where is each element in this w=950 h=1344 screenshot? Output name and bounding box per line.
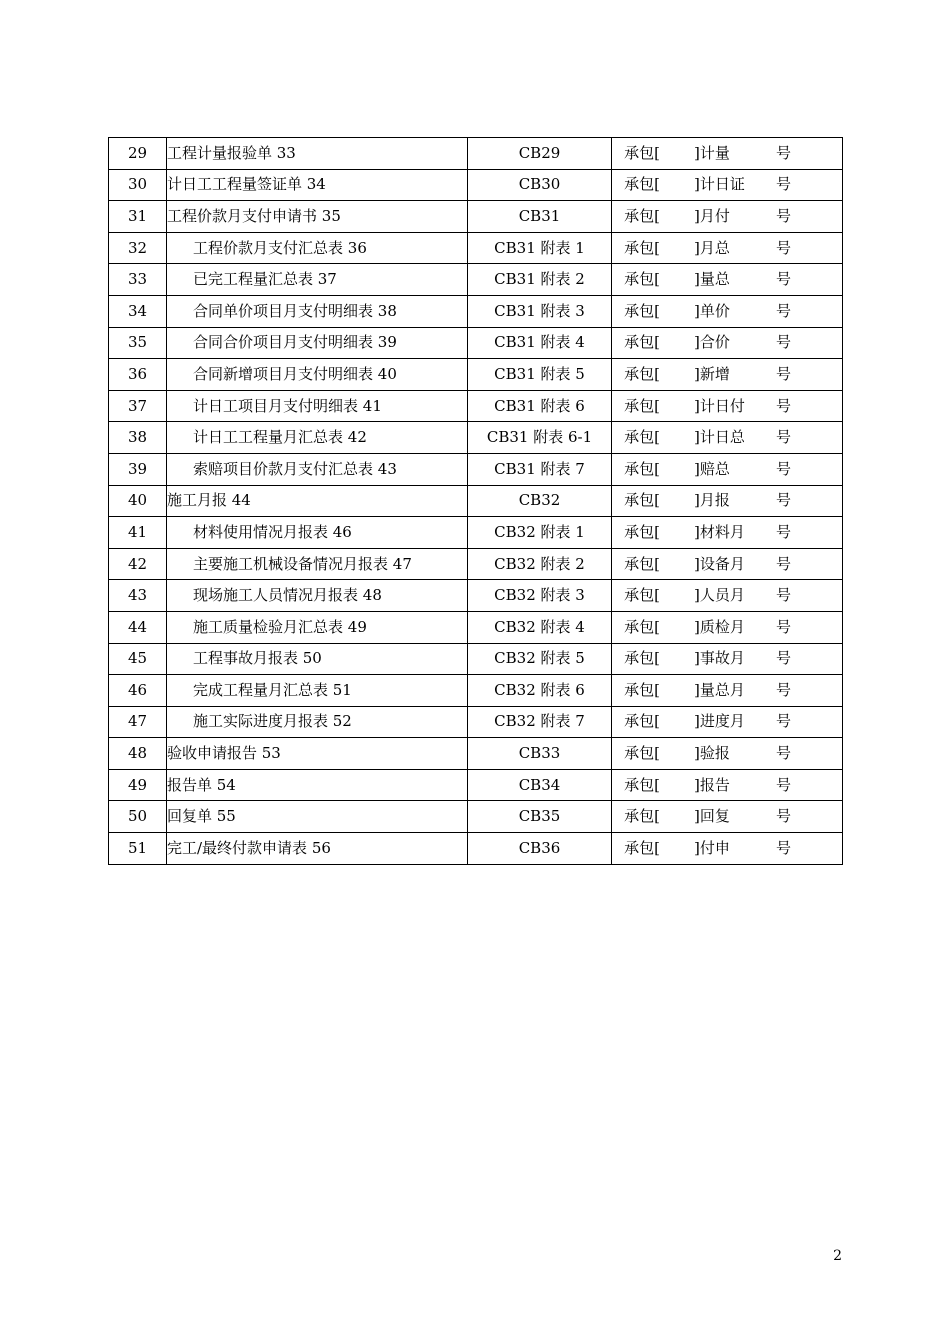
form-code-cell: CB30 — [468, 169, 612, 201]
form-number-cell — [612, 738, 843, 770]
form-number-format — [612, 644, 842, 675]
form-number-suffix: 号 — [776, 143, 792, 162]
form-number-format — [612, 328, 842, 359]
form-number-prefix: 承包[ — [624, 206, 660, 225]
form-number-cell — [612, 706, 843, 738]
form-number-format — [612, 454, 842, 485]
row-number-cell: 35 — [109, 327, 167, 359]
row-number-cell: 46 — [109, 675, 167, 707]
form-number-category: ]材料月 — [694, 522, 745, 541]
form-number-suffix: 号 — [776, 838, 792, 857]
form-number-cell — [612, 138, 843, 170]
form-code-cell: CB32 附表 4 — [468, 611, 612, 643]
form-number-suffix: 号 — [776, 364, 792, 383]
row-number-cell: 30 — [109, 169, 167, 201]
page-number: 2 — [833, 1248, 842, 1264]
form-number-category: ]月报 — [694, 491, 730, 510]
form-number-suffix: 号 — [776, 175, 792, 194]
form-number-format — [612, 201, 842, 232]
form-number-format — [612, 264, 842, 295]
form-number-category: ]月总 — [694, 238, 730, 257]
row-number-cell: 49 — [109, 769, 167, 801]
form-number-cell — [612, 327, 843, 359]
table-row — [109, 517, 843, 549]
form-code-cell: CB35 — [468, 801, 612, 833]
form-number-suffix: 号 — [776, 649, 792, 668]
form-code-cell: CB36 — [468, 833, 612, 865]
form-number-category: ]计量 — [694, 143, 730, 162]
form-number-prefix: 承包[ — [624, 491, 660, 510]
form-number-format — [612, 580, 842, 611]
form-name-cell: 工程计量报验单 33 — [167, 138, 468, 170]
form-number-format — [612, 833, 842, 864]
form-code-cell: CB31 附表 6 — [468, 390, 612, 422]
form-number-cell — [612, 232, 843, 264]
row-number-cell: 42 — [109, 548, 167, 580]
table-row — [109, 138, 843, 170]
table-row — [109, 453, 843, 485]
form-number-cell — [612, 769, 843, 801]
table-row — [109, 295, 843, 327]
form-name-cell: 施工实际进度月报表 52 — [167, 706, 468, 738]
form-number-suffix: 号 — [776, 586, 792, 605]
form-number-suffix: 号 — [776, 270, 792, 289]
form-number-prefix: 承包[ — [624, 586, 660, 605]
form-name-cell: 合同新增项目月支付明细表 40 — [167, 359, 468, 391]
form-number-cell — [612, 675, 843, 707]
form-number-cell — [612, 295, 843, 327]
form-number-category: ]计日付 — [694, 396, 745, 415]
form-code-cell: CB31 附表 7 — [468, 453, 612, 485]
form-name-cell: 工程价款月支付汇总表 36 — [167, 232, 468, 264]
form-code-cell: CB32 附表 2 — [468, 548, 612, 580]
form-number-prefix: 承包[ — [624, 143, 660, 162]
table-row — [109, 738, 843, 770]
table-row — [109, 611, 843, 643]
form-number-cell — [612, 359, 843, 391]
form-number-suffix: 号 — [776, 775, 792, 794]
form-number-category: ]验报 — [694, 744, 730, 763]
table-row — [109, 706, 843, 738]
form-code-cell: CB32 附表 6 — [468, 675, 612, 707]
form-number-format — [612, 707, 842, 738]
form-number-prefix: 承包[ — [624, 522, 660, 541]
form-number-format — [612, 517, 842, 548]
form-number-category: ]计日总 — [694, 428, 745, 447]
table-row — [109, 769, 843, 801]
row-number-cell: 50 — [109, 801, 167, 833]
row-number-cell: 29 — [109, 138, 167, 170]
form-number-suffix: 号 — [776, 491, 792, 510]
form-number-suffix: 号 — [776, 522, 792, 541]
form-number-cell — [612, 201, 843, 233]
form-number-prefix: 承包[ — [624, 333, 660, 352]
table-row — [109, 485, 843, 517]
table-row — [109, 232, 843, 264]
form-name-cell: 现场施工人员情况月报表 48 — [167, 580, 468, 612]
form-name-cell: 施工月报 44 — [167, 485, 468, 517]
form-number-prefix: 承包[ — [624, 807, 660, 826]
form-number-prefix: 承包[ — [624, 775, 660, 794]
table-row — [109, 548, 843, 580]
form-number-cell — [612, 264, 843, 296]
form-number-prefix: 承包[ — [624, 270, 660, 289]
form-number-format — [612, 359, 842, 390]
form-number-suffix: 号 — [776, 459, 792, 478]
form-number-cell — [612, 611, 843, 643]
form-code-cell: CB32 — [468, 485, 612, 517]
row-number-cell: 33 — [109, 264, 167, 296]
form-number-category: ]量总月 — [694, 680, 745, 699]
form-name-cell: 工程价款月支付申请书 35 — [167, 201, 468, 233]
table-row — [109, 675, 843, 707]
form-number-category: ]月付 — [694, 206, 730, 225]
form-number-format — [612, 675, 842, 706]
form-number-category: ]质检月 — [694, 617, 745, 636]
form-code-cell: CB29 — [468, 138, 612, 170]
form-code-cell: CB31 附表 1 — [468, 232, 612, 264]
form-name-cell: 主要施工机械设备情况月报表 47 — [167, 548, 468, 580]
table-row — [109, 801, 843, 833]
form-number-category: ]设备月 — [694, 554, 745, 573]
form-number-format — [612, 170, 842, 201]
form-name-cell: 验收申请报告 53 — [167, 738, 468, 770]
form-number-suffix: 号 — [776, 617, 792, 636]
row-number-cell: 51 — [109, 833, 167, 865]
form-number-prefix: 承包[ — [624, 712, 660, 731]
form-number-prefix: 承包[ — [624, 238, 660, 257]
form-number-prefix: 承包[ — [624, 744, 660, 763]
form-code-cell: CB31 附表 2 — [468, 264, 612, 296]
table-row — [109, 422, 843, 454]
form-number-suffix: 号 — [776, 554, 792, 573]
form-number-suffix: 号 — [776, 744, 792, 763]
form-number-category: ]量总 — [694, 270, 730, 289]
form-name-cell: 报告单 54 — [167, 769, 468, 801]
form-code-cell: CB34 — [468, 769, 612, 801]
form-index-rows — [109, 138, 843, 865]
form-name-cell: 材料使用情况月报表 46 — [167, 517, 468, 549]
form-number-category: ]事故月 — [694, 649, 745, 668]
form-index-table — [108, 137, 843, 865]
form-number-cell — [612, 485, 843, 517]
form-number-cell — [612, 548, 843, 580]
table-row — [109, 201, 843, 233]
form-number-prefix: 承包[ — [624, 175, 660, 194]
form-code-cell: CB33 — [468, 738, 612, 770]
form-number-category: ]人员月 — [694, 586, 745, 605]
form-number-category: ]新增 — [694, 364, 730, 383]
form-number-cell — [612, 801, 843, 833]
form-number-prefix: 承包[ — [624, 680, 660, 699]
table-row — [109, 833, 843, 865]
form-code-cell: CB31 附表 3 — [468, 295, 612, 327]
form-name-cell: 合同合价项目月支付明细表 39 — [167, 327, 468, 359]
form-number-prefix: 承包[ — [624, 838, 660, 857]
form-number-suffix: 号 — [776, 712, 792, 731]
form-name-cell: 施工质量检验月汇总表 49 — [167, 611, 468, 643]
form-number-prefix: 承包[ — [624, 649, 660, 668]
form-number-prefix: 承包[ — [624, 617, 660, 636]
table-row — [109, 359, 843, 391]
table-row — [109, 169, 843, 201]
form-code-cell: CB32 附表 3 — [468, 580, 612, 612]
form-number-cell — [612, 517, 843, 549]
form-number-category: ]报告 — [694, 775, 730, 794]
form-name-cell: 索赔项目价款月支付汇总表 43 — [167, 453, 468, 485]
form-name-cell: 已完工程量汇总表 37 — [167, 264, 468, 296]
row-number-cell: 37 — [109, 390, 167, 422]
form-number-suffix: 号 — [776, 680, 792, 699]
form-number-suffix: 号 — [776, 428, 792, 447]
form-code-cell: CB32 附表 7 — [468, 706, 612, 738]
form-number-prefix: 承包[ — [624, 364, 660, 383]
form-number-prefix: 承包[ — [624, 554, 660, 573]
form-number-format — [612, 738, 842, 769]
row-number-cell: 44 — [109, 611, 167, 643]
form-number-cell — [612, 833, 843, 865]
row-number-cell: 41 — [109, 517, 167, 549]
form-name-cell: 计日工工程量签证单 34 — [167, 169, 468, 201]
table-row — [109, 643, 843, 675]
form-number-format — [612, 233, 842, 264]
form-number-category: ]单价 — [694, 301, 730, 320]
form-number-suffix: 号 — [776, 333, 792, 352]
form-number-category: ]计日证 — [694, 175, 745, 194]
form-number-cell — [612, 390, 843, 422]
form-name-cell: 工程事故月报表 50 — [167, 643, 468, 675]
row-number-cell: 47 — [109, 706, 167, 738]
form-code-cell: CB31 — [468, 201, 612, 233]
form-number-prefix: 承包[ — [624, 428, 660, 447]
table-row — [109, 390, 843, 422]
form-number-prefix: 承包[ — [624, 459, 660, 478]
row-number-cell: 40 — [109, 485, 167, 517]
row-number-cell: 36 — [109, 359, 167, 391]
form-number-cell — [612, 422, 843, 454]
form-number-prefix: 承包[ — [624, 396, 660, 415]
form-name-cell: 合同单价项目月支付明细表 38 — [167, 295, 468, 327]
form-number-suffix: 号 — [776, 301, 792, 320]
form-code-cell: CB32 附表 5 — [468, 643, 612, 675]
form-code-cell: CB31 附表 6-1 — [468, 422, 612, 454]
form-number-cell — [612, 453, 843, 485]
row-number-cell: 39 — [109, 453, 167, 485]
row-number-cell: 38 — [109, 422, 167, 454]
form-name-cell: 完成工程量月汇总表 51 — [167, 675, 468, 707]
row-number-cell: 48 — [109, 738, 167, 770]
form-number-category: ]赔总 — [694, 459, 730, 478]
form-number-format — [612, 549, 842, 580]
form-number-suffix: 号 — [776, 238, 792, 257]
form-number-cell — [612, 643, 843, 675]
form-number-format — [612, 422, 842, 453]
form-number-format — [612, 612, 842, 643]
table-row — [109, 327, 843, 359]
row-number-cell: 43 — [109, 580, 167, 612]
table-row — [109, 580, 843, 612]
form-number-format — [612, 138, 842, 169]
form-number-category: ]回复 — [694, 807, 730, 826]
form-number-category: ]进度月 — [694, 712, 745, 731]
form-number-format — [612, 296, 842, 327]
form-number-cell — [612, 580, 843, 612]
form-number-format — [612, 770, 842, 801]
form-number-category: ]付申 — [694, 838, 730, 857]
form-number-format — [612, 486, 842, 517]
row-number-cell: 31 — [109, 201, 167, 233]
form-name-cell: 回复单 55 — [167, 801, 468, 833]
form-name-cell: 计日工项目月支付明细表 41 — [167, 390, 468, 422]
row-number-cell: 45 — [109, 643, 167, 675]
form-code-cell: CB32 附表 1 — [468, 517, 612, 549]
form-number-format — [612, 801, 842, 832]
form-number-suffix: 号 — [776, 396, 792, 415]
form-number-category: ]合价 — [694, 333, 730, 352]
form-number-prefix: 承包[ — [624, 301, 660, 320]
form-code-cell: CB31 附表 5 — [468, 359, 612, 391]
form-name-cell: 完工/最终付款申请表 56 — [167, 833, 468, 865]
form-number-suffix: 号 — [776, 206, 792, 225]
row-number-cell: 32 — [109, 232, 167, 264]
form-number-suffix: 号 — [776, 807, 792, 826]
table-row — [109, 264, 843, 296]
form-number-cell — [612, 169, 843, 201]
form-number-format — [612, 391, 842, 422]
row-number-cell: 34 — [109, 295, 167, 327]
form-code-cell: CB31 附表 4 — [468, 327, 612, 359]
form-name-cell: 计日工工程量月汇总表 42 — [167, 422, 468, 454]
